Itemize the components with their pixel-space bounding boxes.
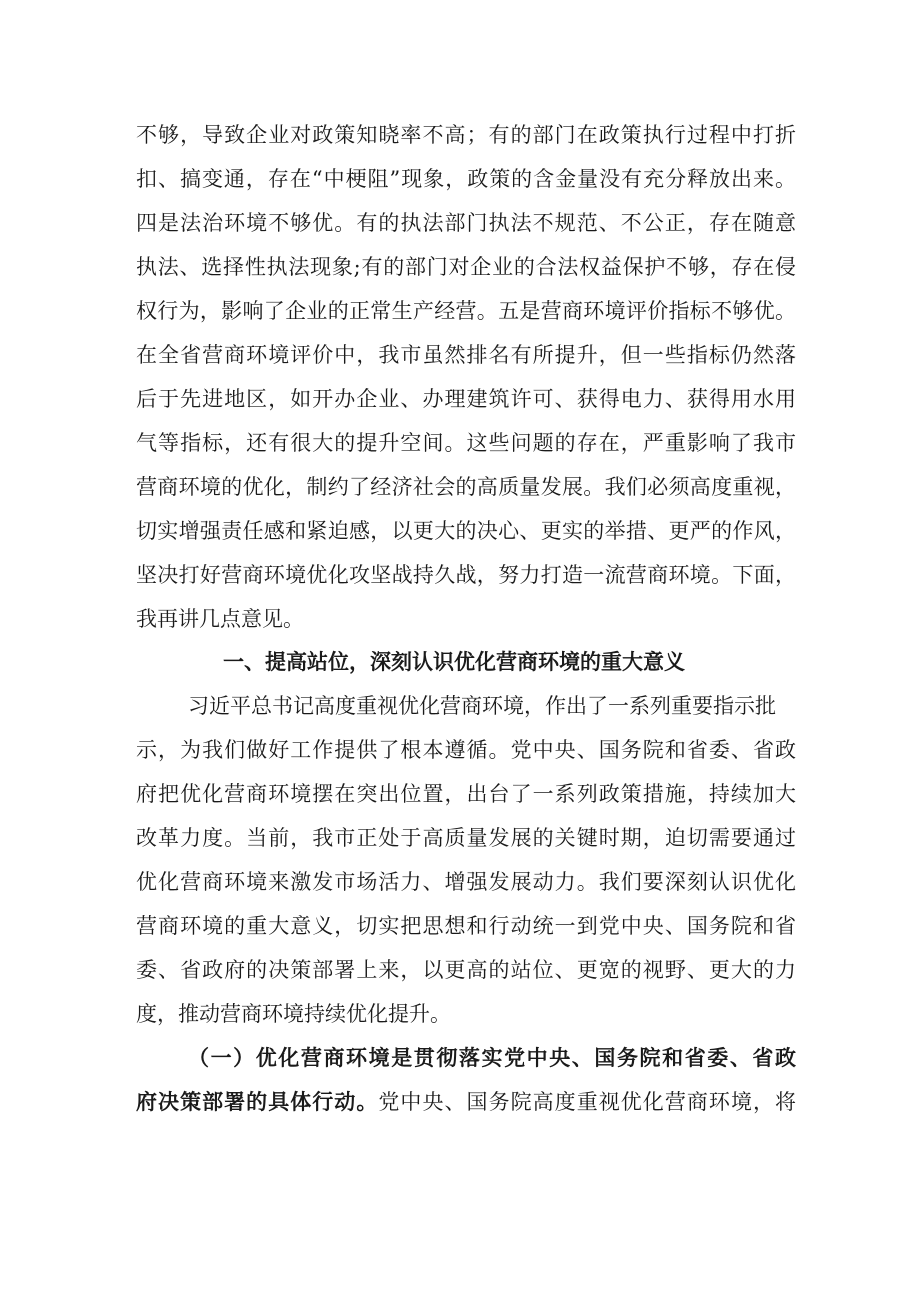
section-heading: 一、提高站位，深刻认识优化营商环境的重大意义 <box>223 649 685 674</box>
paragraph-line: 后于先进地区，如开办企业、办理建筑许可、获得电力、获得用水用 <box>136 387 796 411</box>
paragraph-line <box>136 1087 796 1117</box>
paragraph-line: 度，推动营商环境持续优化提升。 <box>136 1002 451 1026</box>
paragraph-line: 优化营商环境来激发市场活力、增强发展动力。我们要深刻认识优化 <box>136 870 796 894</box>
paragraph-line: 切实增强责任感和紧迫感，以更大的决心、更实的举措、更严的作风， <box>136 519 796 543</box>
paragraph-line: 不够，导致企业对政策知晓率不高；有的部门在政策执行过程中打折 <box>136 123 796 147</box>
paragraph-line: 坚决打好营商环境优化攻坚战持久战，努力打造一流营商环境。下面， <box>136 563 796 587</box>
paragraph-text: 党中央、国务院高度重视优化营商环境，将 <box>378 1090 797 1114</box>
paragraph-line: 四是法治环境不够优。有的执法部门执法不规范、不公正，存在随意 <box>136 211 796 235</box>
paragraph-line: 我再讲几点意见。 <box>136 607 304 631</box>
paragraph-line: 习近平总书记高度重视优化营商环境，作出了一系列重要指示批 <box>188 694 776 718</box>
paragraph-line: 府把优化营商环境摆在突出位置，出台了一系列政策措施，持续加大 <box>136 782 796 806</box>
paragraph-line: 扣、搞变通，存在“中梗阻”现象，政策的含金量没有充分释放出来。 <box>136 167 796 191</box>
paragraph-line: 气等指标，还有很大的提升空间。这些问题的存在，严重影响了我市 <box>136 431 796 455</box>
paragraph-line: 在全省营商环境评价中，我市虽然排名有所提升，但一些指标仍然落 <box>136 343 796 367</box>
paragraph-line: 示，为我们做好工作提供了根本遵循。党中央、国务院和省委、省政 <box>136 738 796 762</box>
paragraph-line: 委、省政府的决策部署上来，以更高的站位、更宽的视野、更大的力 <box>136 958 796 982</box>
subsection-heading: （一）优化营商环境是贯彻落实党中央、国务院和省委、省政 <box>188 1045 796 1070</box>
paragraph-line: 改革力度。当前，我市正处于高质量发展的关键时期，迫切需要通过 <box>136 826 796 850</box>
paragraph-line: 执法、选择性执法现象;有的部门对企业的合法权益保护不够，存在侵 <box>136 255 796 279</box>
paragraph-line: 营商环境的重大意义，切实把思想和行动统一到党中央、国务院和省 <box>136 914 796 938</box>
subsection-heading-tail: 府决策部署的具体行动。 <box>136 1089 379 1114</box>
paragraph-line: 权行为，影响了企业的正常生产经营。五是营商环境评价指标不够优。 <box>136 299 796 323</box>
paragraph-line: 营商环境的优化，制约了经济社会的高质量发展。我们必须高度重视， <box>136 475 796 499</box>
